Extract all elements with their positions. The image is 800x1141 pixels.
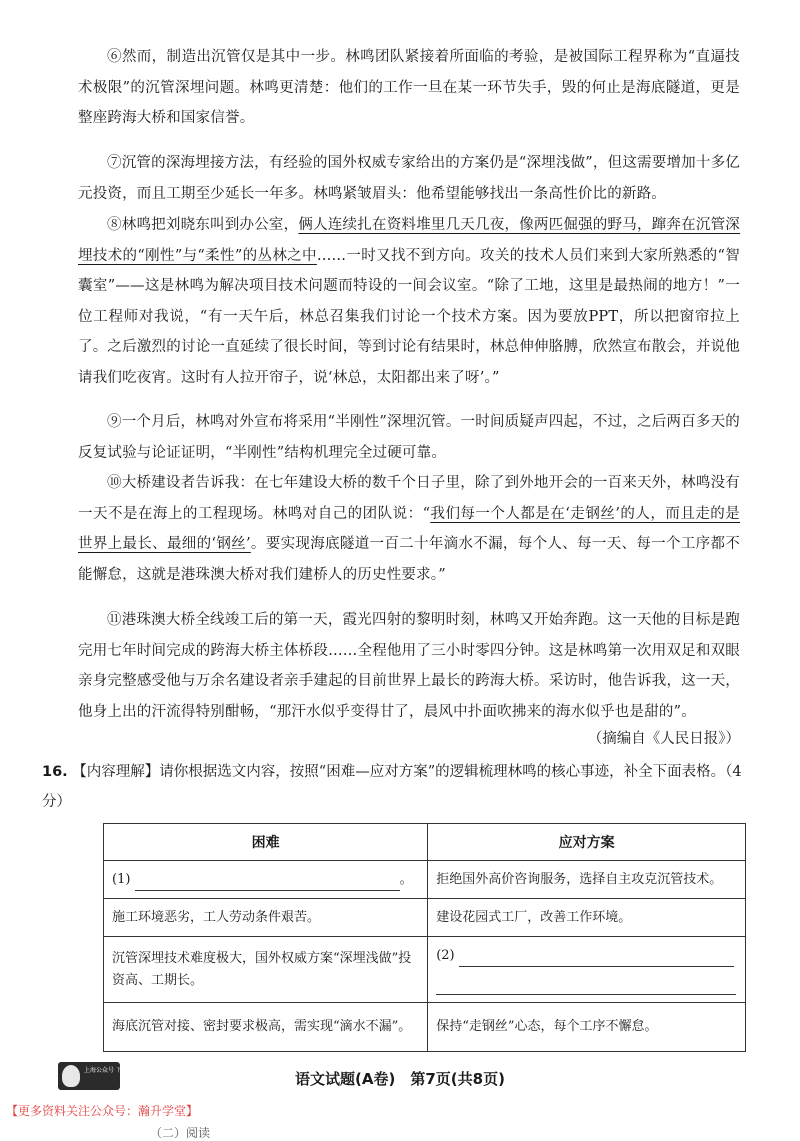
table-header-row	[104, 824, 746, 861]
paragraph-10	[78, 468, 740, 590]
paragraph-6-text: ⑥然而，制造出沉管仅是其中一步。林鸣团队紧接着所面临的考验，是被国际工程界称为“直逼技术极限”的沉管深埋问题。林鸣更清楚：他们的工作一旦在某一环节失手，毁的何止是海底隧道，更是整座跨海大桥和国家信誉。	[78, 49, 740, 126]
solution-cell-3[interactable]	[428, 937, 746, 1003]
paragraph-6	[78, 42, 740, 134]
solution-cell-2: 建设花园式工厂，改善工作环境。	[428, 899, 746, 937]
solution-cell-4: 保持“走钢丝”心态，每个工序不懈怠。	[428, 1003, 746, 1052]
paragraph-9-text: ⑨一个月后，林鸣对外宣布将采用“半刚性”深埋沉管。一时间质疑声四起，不过，之后两百多天的反复试验与论证证明，“半刚性”结构机理完全过硬可靠。	[78, 414, 740, 461]
paragraph-7-text: ⑦沉管的深海埋接方法，有经验的国外权威专家给出的方案仍是“深埋浅做”，但这需要增加十多亿元投资，而且工期至少延长一年多。林鸣紧皱眉头：他希望能够找出一条高性价比的新路。	[78, 155, 740, 202]
paragraph-8-underlined-sentence: 俩人连续扎在资料堆里几天几夜，像两匹倔强的野马，蹿奔在沉管深埋技术的“刚性”与“柔性”的丛林之中	[78, 217, 740, 264]
table-row	[104, 899, 746, 937]
paragraph-8-text-a: ⑧林鸣把刘晓东叫到办公室，	[107, 217, 299, 233]
paragraph-9	[78, 407, 740, 468]
difficulty-cell-4: 海底沉管对接、密封要求极高，需实现“滴水不漏”。	[104, 1003, 428, 1052]
header-solution: 应对方案	[428, 824, 746, 861]
table-row	[104, 861, 746, 899]
next-section-cutoff: （二）阅读	[150, 1126, 211, 1140]
answer-blank-1[interactable]	[135, 874, 400, 891]
paragraph-10-text-b: 。要实现海底隧道一百二十年滴水不漏，每个人、每一天、每一个工序都不能懈怠，这就是港珠澳大桥对我们建桥人的历史性要求。”	[78, 536, 740, 583]
difficulty-cell-1[interactable]	[104, 861, 428, 899]
difficulty-cell-3: 沉管深埋技术难度极大，国外权威方案“深埋浅做”投资高、工期长。	[104, 937, 428, 1003]
table-row	[104, 1003, 746, 1052]
blank-label-1: (1)	[112, 871, 131, 887]
blank-tail-1: 。	[399, 871, 413, 887]
paragraph-8-text-b: ……一时又找不到方向。攻关的技术人员们来到大家所熟悉的“智囊室”——这是林鸣为解决项目技术问题而特设的一间会议室。“除了工地，这里是最热闹的地方！”一位工程师对我说，“有一天午后，林总召集我们讨论一个技术方案。因为要放PPT，所以把窗帘拉上了。之后激烈的讨论一直延续了很长时间，等到讨论有结果时，林总伸伸胳膊，欣然宣布散会，并说他请我们吃夜宵。这时有人拉开帘子，说‘林总，太阳都出来了呀’。”	[78, 247, 740, 386]
paragraph-7	[78, 148, 740, 209]
paragraph-8	[78, 210, 740, 393]
source-citation: （摘编自《人民日报》）	[587, 731, 740, 747]
question-16	[42, 757, 742, 817]
table-row	[104, 937, 746, 1003]
logo-text: 上海公众号 下载本文更	[84, 1067, 146, 1074]
page-footer: 语文试题(A卷) 第7页(共8页)	[295, 1070, 505, 1088]
paragraph-11-text: ⑪港珠澳大桥全线竣工后的第一天，霞光四射的黎明时刻，林鸣又开始奔跑。这一天他的目标是跑完用七年时间完成的跨海大桥主体桥段……全程他用了三小时零四分钟。这是林鸣第一次用双足和双眼亲身完整感受他与万余名建设者亲手建起的目前世界上最长的跨海大桥。采访时，他告诉我，这一天，他身上出的汗流得特别酣畅，“那汗水似乎变得甘了，晨风中扑面吹拂来的海水似乎也是甜的”。	[78, 612, 740, 720]
difficulty-cell-2: 施工环境恶劣，工人劳动条件艰苦。	[104, 899, 428, 937]
header-difficulty: 困难	[104, 824, 428, 861]
paragraph-11	[78, 605, 740, 727]
question-text: 【内容理解】请你根据选文内容，按照“困难—应对方案”的逻辑梳理林鸣的核心事迹，补全下面表格。（4分）	[42, 764, 742, 810]
question-number: 16.	[42, 764, 68, 780]
answer-blank-2a[interactable]	[459, 950, 734, 967]
paragraph-10-underlined-sentence: 我们每一个人都是在‘走钢丝’的人，而且走的是世界上最长、最细的‘钢丝’	[78, 505, 740, 552]
paragraph-10-text-a: ⑩大桥建设者告诉我：在七年建设大桥的数千个日子里，除了到外地开会的一百来天外，林鸣没有一天不是在海上的工程现场。林鸣对自己的团队说：“	[78, 475, 740, 522]
answer-table	[103, 823, 746, 1052]
blank-label-2: (2)	[436, 947, 455, 963]
watermark-text: 【更多资料关注公众号：瀚升学堂】	[6, 1104, 199, 1118]
solution-cell-1: 拒绝国外高价咨询服务，选择自主攻克沉管技术。	[428, 861, 746, 899]
answer-blank-2b[interactable]	[436, 978, 736, 995]
